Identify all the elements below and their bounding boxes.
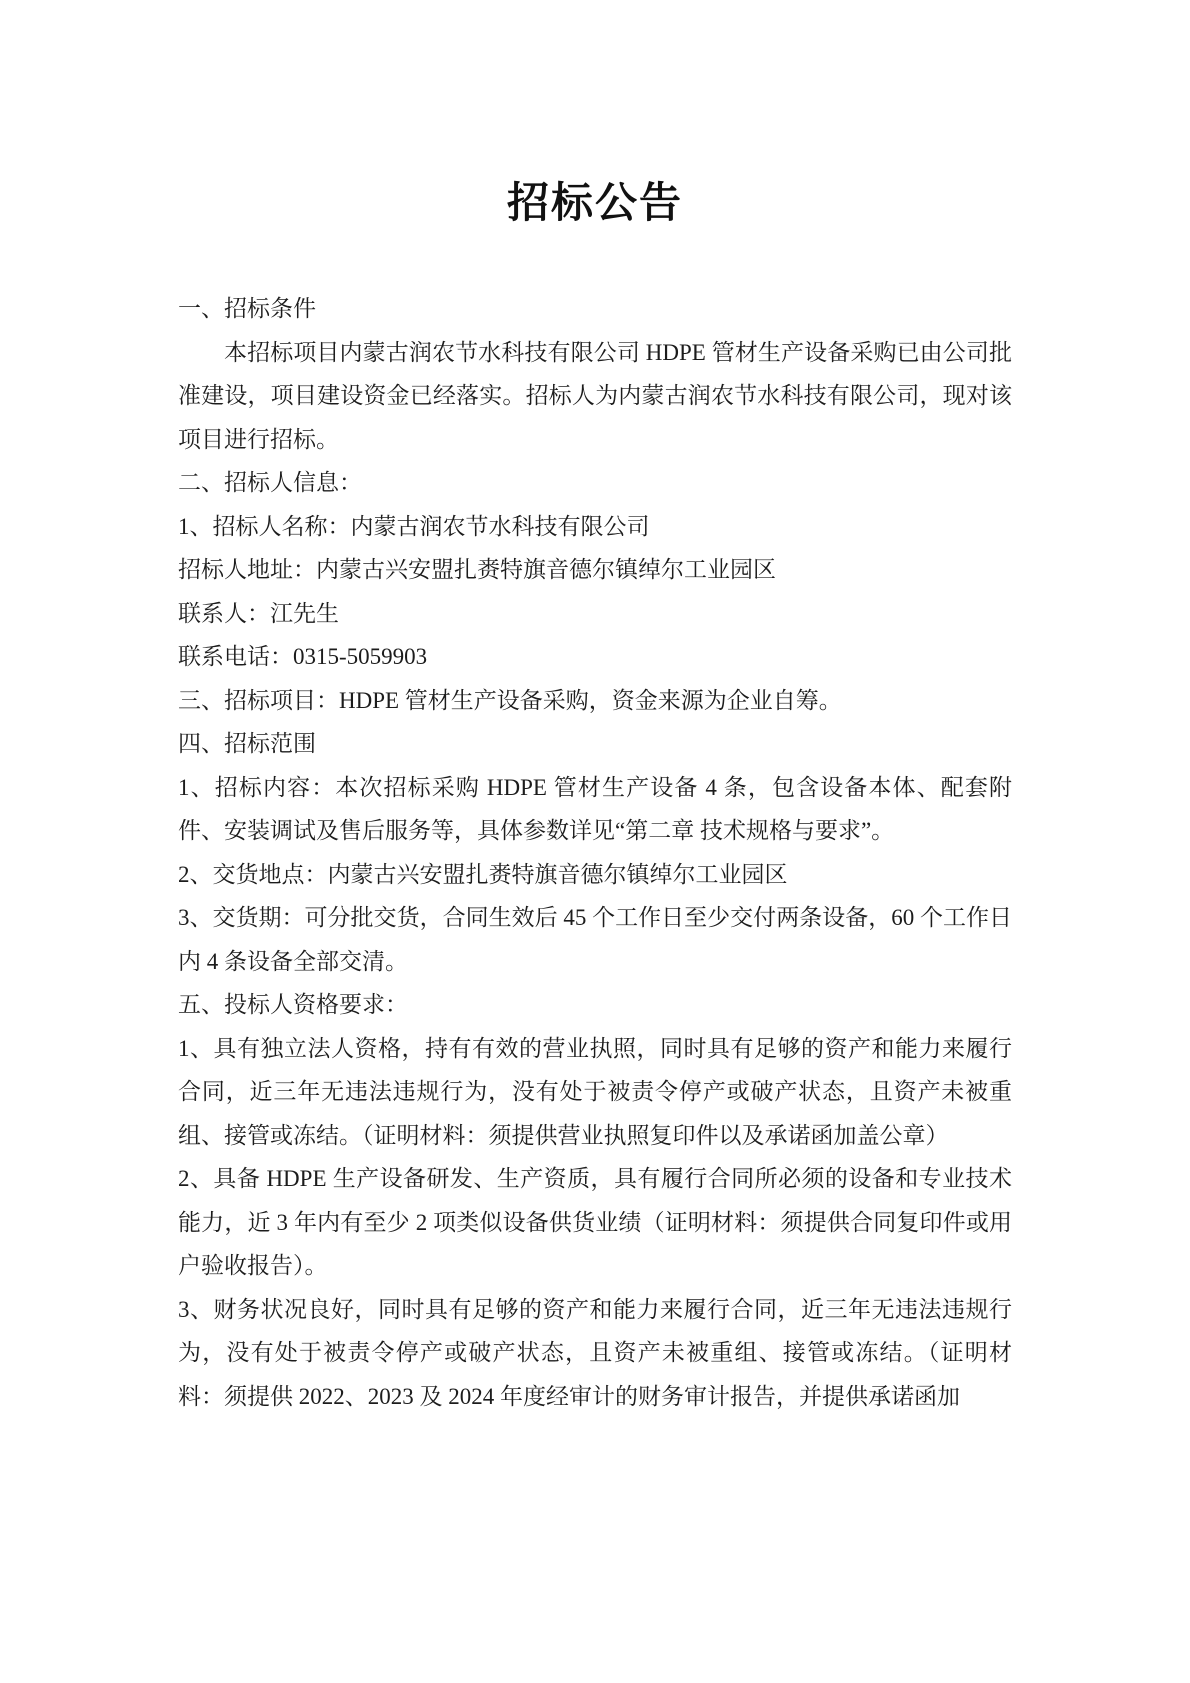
paragraph-section-4-heading: 四、招标范围 xyxy=(178,731,316,756)
paragraph-section-1-body: 本招标项目内蒙古润农节水科技有限公司 HDPE 管材生产设备采购已由公司批准建设，项目建设资金已经落实。招标人为内蒙古润农节水科技有限公司，现对该项目进行招标。 xyxy=(178,339,1012,452)
paragraph-qualification-3: 3、财务状况良好，同时具有足够的资产和能力来履行合同，近三年无违法违规行为，没有处于被责令停产或破产状态，且资产未被重组、接管或冻结。（证明材料：须提供 2022、2023 及 2024 年度经审计的财务审计报告，并提供承诺函加 xyxy=(178,1296,1012,1409)
paragraph-qualification-1: 1、具有独立法人资格，持有有效的营业执照，同时具有足够的资产和能力来履行合同，近三年无违法违规行为，没有处于被责令停产或破产状态，且资产未被重组、接管或冻结。（证明材料：须提供营业执照复印件以及承诺函加盖公章） xyxy=(178,1035,1012,1148)
paragraph-tenderee-address: 招标人地址：内蒙古兴安盟扎赉特旗音德尔镇绰尔工业园区 xyxy=(178,557,776,582)
paragraph-tender-content: 1、招标内容：本次招标采购 HDPE 管材生产设备 4 条，包含设备本体、配套附件、安装调试及售后服务等，具体参数详见“第二章 技术规格与要求”。 xyxy=(178,774,1012,843)
paragraph-section-3-heading: 三、招标项目：HDPE 管材生产设备采购，资金来源为企业自筹。 xyxy=(178,687,842,713)
document-body xyxy=(0,287,1190,1418)
paragraph-section-1-heading: 一、招标条件 xyxy=(178,296,316,321)
paragraph-section-2-heading: 二、招标人信息： xyxy=(178,470,362,495)
document-title: 招标公告 xyxy=(506,181,683,227)
paragraph-delivery-period: 3、交货期：可分批交货，合同生效后 45 个工作日至少交付两条设备，60 个工作日内 4 条设备全部交清。 xyxy=(178,905,1012,974)
paragraph-section-5-heading: 五、投标人资格要求： xyxy=(178,992,408,1017)
paragraph-tenderee-name: 1、招标人名称：内蒙古润农节水科技有限公司 xyxy=(178,513,650,539)
paragraph-qualification-2: 2、具备 HDPE 生产设备研发、生产资质，具有履行合同所必须的设备和专业技术能力，近 3 年内有至少 2 项类似设备供货业绩（证明材料：须提供合同复印件或用户验收报告）。 xyxy=(178,1166,1012,1278)
paragraph-contact-phone: 联系电话：0315-5059903 xyxy=(178,644,428,669)
paragraph-delivery-place: 2、交货地点：内蒙古兴安盟扎赉特旗音德尔镇绰尔工业园区 xyxy=(178,861,788,887)
paragraph-contact-person: 联系人：江先生 xyxy=(178,600,339,626)
